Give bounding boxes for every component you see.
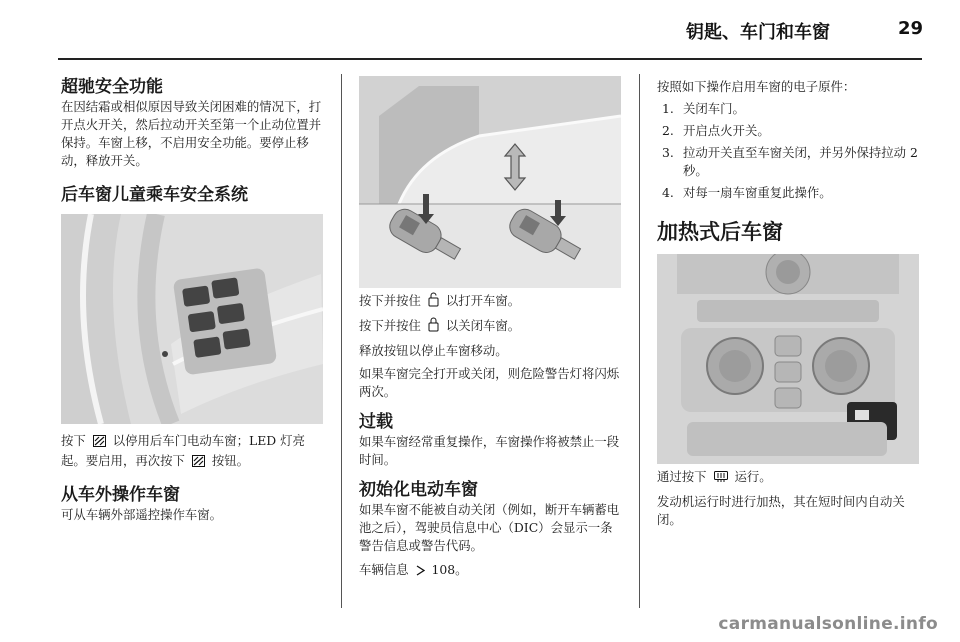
page-number: 29 <box>898 18 924 39</box>
init-steps-list <box>657 100 921 202</box>
list-item: 3. 拉动开关直至车窗关闭，并另外保持拉动 2 秒。 <box>662 145 918 178</box>
column-1 <box>61 76 329 524</box>
header-rule <box>58 58 922 60</box>
overload-body: 如果车窗经常重复操作，车窗操作将被禁止一段时间。 <box>359 434 620 467</box>
column-divider <box>639 74 640 608</box>
hazard-note: 如果车窗完全打开或关闭，则危险警告灯将闪烁两次。 <box>359 366 620 399</box>
list-item: 2. 开启点火开关。 <box>662 123 770 138</box>
key-remote-illustration <box>359 76 621 288</box>
child-safety-heading: 后车窗儿童乘车安全系统 <box>61 185 248 205</box>
defrost-press-instruction: 通过按下 运行。 <box>657 468 921 488</box>
column-3 <box>657 78 921 529</box>
init-body: 如果车窗不能被自动关闭（例如，断开车辆蓄电池之后），驾驶员信息中心（DIC）会显示一条警告信息或警告代码。 <box>359 502 620 553</box>
list-item: 4. 对每一扇车窗重复此操作。 <box>662 185 832 200</box>
climate-control-illustration <box>657 254 919 464</box>
key-remote-figure <box>359 76 621 288</box>
override-heading: 超驰安全功能 <box>61 77 163 97</box>
list-item: 1. 关闭车门。 <box>662 101 745 116</box>
overload-heading: 过载 <box>359 412 393 432</box>
lock-instruction: 按下并按住 以关闭车窗。 <box>359 317 623 337</box>
running-header-title: 钥匙、车门和车窗 <box>686 22 830 43</box>
child-lock-icon <box>93 434 106 452</box>
vehicle-info-reference: 车辆信息 108。 <box>359 561 623 581</box>
watermark: carmanualsonline.info <box>718 614 938 634</box>
climate-control-figure <box>657 254 919 464</box>
child-safety-body: 按下 以停用后车门电动车窗；LED 灯亮起。要启用，再次按下 按钮。 <box>61 432 329 472</box>
remote-operation-body: 可从车辆外部遥控操作车窗。 <box>61 507 223 522</box>
key-lock-icon <box>428 317 439 337</box>
release-instruction: 释放按钮以停止车窗移动。 <box>359 343 508 358</box>
key-unlock-icon <box>428 292 439 312</box>
defrost-body: 发动机运行时进行加热，其在短时间内自动关闭。 <box>657 494 905 527</box>
rear-defrost-icon <box>714 470 728 488</box>
remote-operation-heading: 从车外操作车窗 <box>61 485 180 505</box>
heated-window-heading: 加热式后车窗 <box>657 220 783 244</box>
column-divider <box>341 74 342 608</box>
column-2 <box>359 76 623 581</box>
init-heading: 初始化电动车窗 <box>359 480 478 500</box>
arrow-ref-icon <box>416 563 425 581</box>
door-switch-panel-figure <box>61 214 323 424</box>
child-lock-icon <box>192 454 205 472</box>
override-body: 在因结霜或相似原因导致关闭困难的情况下，打开点火开关，然后拉动开关至第一个止动位置并保持。车窗上移，不启用安全功能。要停止移动，释放开关。 <box>61 99 322 168</box>
door-switch-illustration <box>61 214 323 424</box>
init-procedure-intro: 按照如下操作启用车窗的电子原件： <box>657 79 856 94</box>
unlock-instruction: 按下并按住 以打开车窗。 <box>359 292 623 312</box>
